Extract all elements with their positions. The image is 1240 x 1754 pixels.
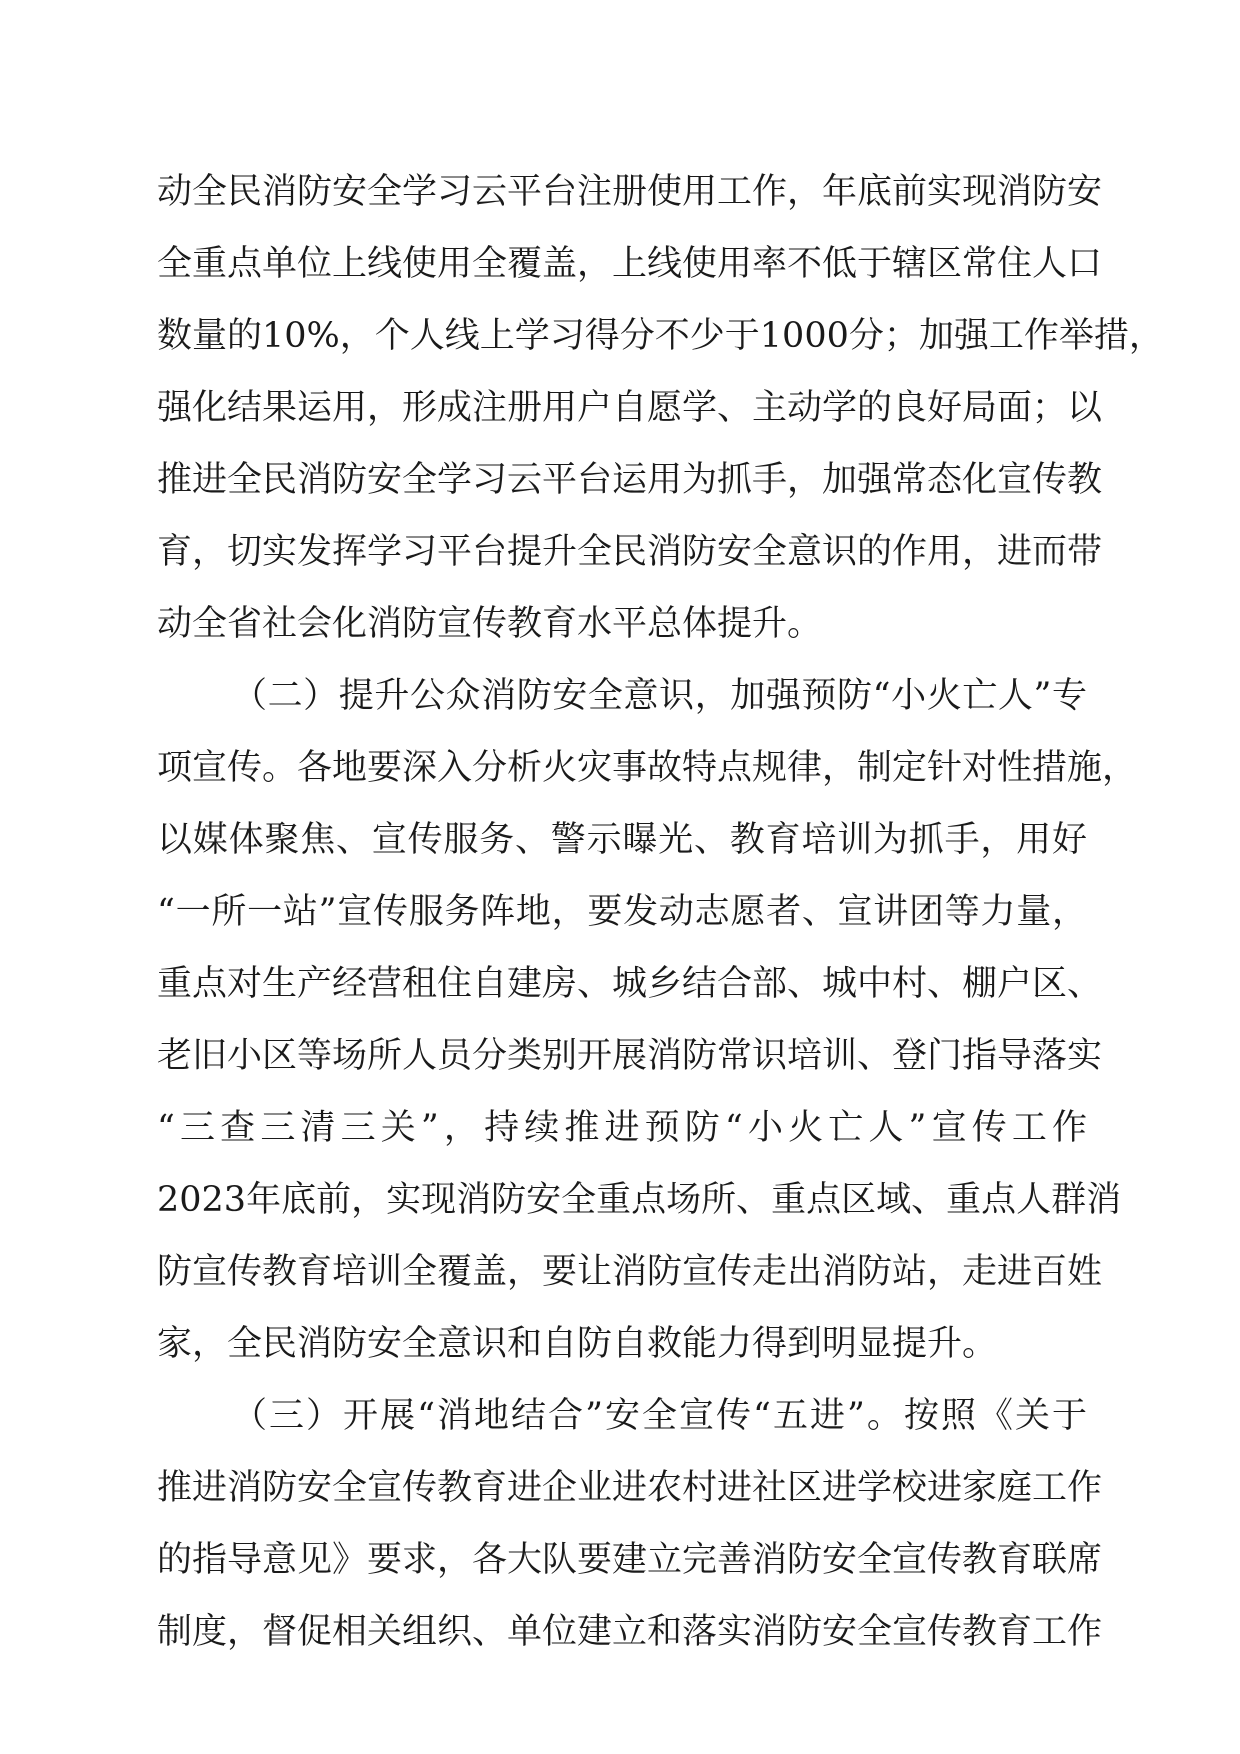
- text-line: 动全民消防安全学习云平台注册使用工作，年底前实现消防安: [157, 172, 1103, 212]
- text-line: 强化结果运用，形成注册用户自愿学、主动学的良好局面；以: [157, 388, 1103, 428]
- text-line: 数量的10%，个人线上学习得分不少于1000分；加强工作举措，: [157, 316, 1164, 356]
- text-line: 的指导意见》要求，各大队要建立完善消防安全宣传教育联席: [157, 1540, 1103, 1580]
- text-line: 以媒体聚焦、宣传服务、警示曝光、教育培训为抓手，用好: [157, 820, 1087, 860]
- text-line: 重点对生产经营租住自建房、城乡结合部、城中村、棚户区、: [157, 964, 1103, 1004]
- text-line: 制度，督促相关组织、单位建立和落实消防安全宣传教育工作: [157, 1612, 1103, 1652]
- text-line: “一所一站”宣传服务阵地，要发动志愿者、宣讲团等力量，: [157, 892, 1087, 932]
- text-line: 防宣传教育培训全覆盖，要让消防宣传走出消防站，走进百姓: [157, 1252, 1103, 1292]
- text-line: 推进全民消防安全学习云平台运用为抓手，加强常态化宣传教: [157, 460, 1103, 500]
- text-line: “三查三清三关”，持续推进预防“小火亡人”宣传工作: [157, 1108, 1087, 1148]
- text-line: 2023年底前，实现消防安全重点场所、重点区域、重点人群消: [157, 1180, 1122, 1220]
- text-line: 项宣传。各地要深入分析火灾事故特点规律，制定针对性措施，: [157, 748, 1138, 788]
- text-line: 全重点单位上线使用全覆盖，上线使用率不低于辖区常住人口: [157, 244, 1103, 284]
- text-line: 动全省社会化消防宣传教育水平总体提升。: [157, 604, 823, 644]
- text-line: 育，切实发挥学习平台提升全民消防安全意识的作用，进而带: [157, 532, 1103, 572]
- text-line: 家，全民消防安全意识和自防自救能力得到明显提升。: [157, 1324, 998, 1364]
- text-line: 老旧小区等场所人员分类别开展消防常识培训、登门指导落实: [157, 1036, 1103, 1076]
- text-line: 推进消防安全宣传教育进企业进农村进社区进学校进家庭工作: [157, 1468, 1103, 1508]
- paragraph-heading-line: （二）提升公众消防安全意识，加强预防“小火亡人”专: [232, 676, 1087, 716]
- paragraph-heading-line: （三）开展“消地结合”安全宣传“五进”。按照《关于: [232, 1396, 1087, 1436]
